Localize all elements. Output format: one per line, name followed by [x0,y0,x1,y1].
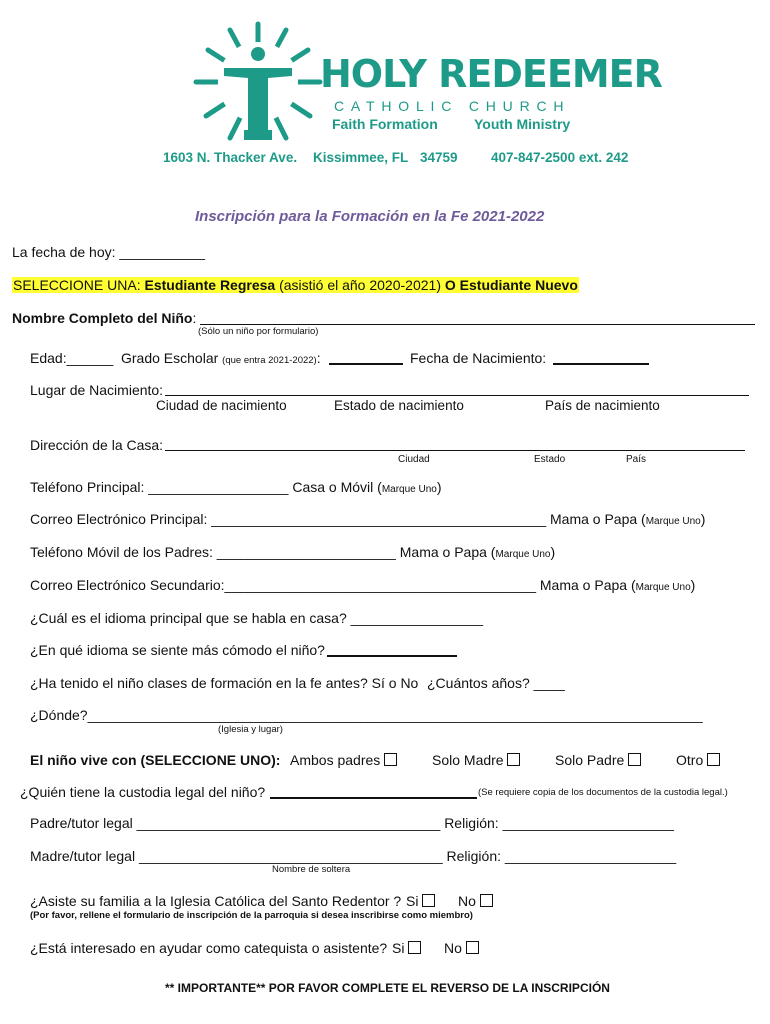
guardian2-row [30,848,676,864]
maiden-name-caption: Nombre de soltera [272,864,351,875]
catechist-question: ¿Está interesado en ayudar como catequista o asistente? [30,940,388,956]
catechist-no-option[interactable]: No [444,940,479,956]
ministry-faith-formation: Faith Formation [332,116,438,132]
lives-with-row [30,752,280,768]
option-only-mother[interactable]: Solo Madre [432,752,520,768]
form-title: Inscripción para la Formación en la Fe 2021-2022 [195,208,545,225]
option-other[interactable]: Otro [676,752,720,768]
religion1-label: Religión: [444,815,503,831]
christ-redeemer-emblem-icon [188,20,328,150]
birthplace-field[interactable] [165,382,749,396]
catechist-yes-checkbox[interactable] [408,941,421,954]
catechist-no-checkbox[interactable] [466,941,479,954]
church-zip: 34759 [420,150,458,165]
grade-label: Grado Escholar [121,350,223,366]
attend-note: (Por favor, rellene el formulario de inscripción de la parroquia si desea inscribirse como miembro) [30,910,473,921]
attend-yes-option[interactable]: Si [406,893,435,909]
child-name-note: (Sólo un niño por formulario) [198,326,319,337]
how-many-years-question: ¿Cuántos años? [427,675,534,691]
home-language-field[interactable]: _________________ [350,610,484,626]
prior-classes-question[interactable]: ¿Ha tenido el niño clases de formación en la fe antes? Sí o No [30,675,419,691]
mark-one-note: Marque Uno [381,484,437,495]
how-many-years-field[interactable]: ____ [533,675,565,691]
main-email-row: Correo Electrónico Principal: ___________________________________________ Mama o Papa (Marque Uno) [30,511,706,527]
other-checkbox[interactable] [707,753,720,766]
main-email-field[interactable]: ___________________________________________ [211,511,547,527]
option-returning-student[interactable]: Estudiante Regresa [144,277,276,293]
secondary-email-label: Correo Electrónico Secundario: [30,577,225,593]
child-name-field[interactable] [200,310,755,325]
where-note: (Iglesia y lugar) [218,724,283,735]
catechist-yes-option[interactable]: Si [392,940,421,956]
address-country-caption: País [626,454,647,465]
mark-one-note: Marque Uno [495,549,551,560]
option-new-student[interactable]: Estudiante Nuevo [459,277,578,293]
both-parents-checkbox[interactable] [384,753,397,766]
secondary-email-row: Correo Electrónico Secundario:________________________________________ Mama o Papa (Marque Uno) [30,577,696,593]
church-subtitle: CATHOLIC CHURCH [334,98,571,114]
home-language-row [30,610,483,626]
date-field[interactable]: ___________ [119,244,206,260]
age-field[interactable]: ______ [66,350,114,366]
grade-field[interactable] [329,350,403,365]
main-email-label: Correo Electrónico Principal: [30,511,212,527]
church-phone: 407-847-2500 ext. 242 [491,150,629,165]
home-address-label: Dirección de la Casa: [30,437,164,453]
age-label: Edad: [30,350,67,366]
attend-yes-checkbox[interactable] [422,894,435,907]
child-name-label: Nombre Completo del Niño [12,310,193,326]
address-city-caption: Ciudad [398,454,430,465]
church-logo [188,20,662,150]
main-phone-field[interactable]: __________________ [148,479,289,495]
parents-phone-parent-choice[interactable]: Mama o Papa ( [395,544,496,560]
guardian1-field[interactable]: _______________________________________ [136,815,441,831]
religion1-field[interactable]: ______________________ [502,815,674,831]
birthdate-field[interactable] [553,350,649,365]
birthdate-label: Fecha de Nacimiento: [410,350,547,366]
attend-question: ¿Asiste su familia a la Iglesia Católica del Santo Redentor ? [30,893,402,909]
only-mother-checkbox[interactable] [507,753,520,766]
custody-note: (Se requiere copia de los documentos de la custodia legal.) [478,787,728,798]
date-row [12,244,205,260]
church-name: HOLY REDEEMER [320,52,662,96]
years-row [427,675,565,691]
mark-one-note: Marque Uno [645,516,701,527]
child-language-field[interactable] [327,642,457,657]
address-state-caption: Estado [534,454,566,465]
main-phone-label: Teléfono Principal: [30,479,149,495]
home-language-question: ¿Cuál es el idioma principal que se habla en casa? [30,610,351,626]
footer-important-note: ** IMPORTANTE** POR FAVOR COMPLETE EL REVERSO DE LA INSCRIPCIÓN [165,981,610,995]
birth-city-caption: Ciudad de nacimiento [156,398,287,413]
attend-no-checkbox[interactable] [480,894,493,907]
select-one-label: SELECCIONE UNA: [13,277,145,293]
secondary-email-parent-choice[interactable]: Mama o Papa ( [536,577,636,593]
grade-row: Grado Escholar (que entra 2021-2022): [121,350,321,366]
home-address-field[interactable] [165,437,745,451]
only-father-checkbox[interactable] [628,753,641,766]
where-row [30,707,703,723]
birth-state-caption: Estado de nacimiento [334,398,464,413]
religion2-field[interactable]: ______________________ [504,848,677,864]
religion2-label: Religión: [446,848,505,864]
parents-phone-field[interactable]: _______________________ [216,544,396,560]
attend-no-option[interactable]: No [458,893,493,909]
or-word: O [444,277,460,293]
birth-country-caption: País de nacimiento [545,398,660,413]
guardian1-row [30,815,674,831]
date-label: La fecha de hoy: [12,244,120,260]
secondary-email-field[interactable]: ________________________________________ [224,577,536,593]
lives-with-label: El niño vive con (SELECCIONE UNO): [30,752,281,768]
age-row [30,350,113,366]
guardian2-field[interactable]: _______________________________________ [138,848,443,864]
main-phone-row: Teléfono Principal: __________________ Casa o Móvil (Marque Uno) [30,479,442,495]
church-city: Kissimmee, FL [313,150,409,165]
custody-question: ¿Quién tiene la custodia legal del niño? [20,784,266,800]
student-type-row [12,277,579,293]
child-name-row: Nombre Completo del Niño: [12,310,197,326]
option-both-parents[interactable]: Ambos padres [290,752,397,768]
parents-phone-row: Teléfono Móvil de los Padres: _______________________ Mama o Papa (Marque Uno) [30,544,556,560]
child-language-question: ¿En qué idioma se siente más cómodo el niño? [30,642,325,658]
parents-phone-label: Teléfono Móvil de los Padres: [30,544,217,560]
returning-note: (asistió el año 2020-2021) [275,277,445,293]
mark-one-note: Marque Uno [635,582,691,593]
option-only-father[interactable]: Solo Padre [555,752,641,768]
custody-field[interactable] [270,784,477,799]
main-phone-type[interactable]: Casa o Móvil ( [288,479,382,495]
church-address: 1603 N. Thacker Ave. [163,150,298,165]
grade-note: (que entra 2021-2022) [222,355,317,366]
where-field[interactable]: _______________________________________________________________________________ [87,707,703,723]
ministry-youth: Youth Ministry [474,116,571,132]
where-label: ¿Dónde? [30,707,88,723]
birthplace-label: Lugar de Nacimiento: [30,382,164,398]
guardian2-label: Madre/tutor legal [30,848,139,864]
guardian1-label: Padre/tutor legal [30,815,137,831]
main-email-parent-choice[interactable]: Mama o Papa ( [546,511,646,527]
